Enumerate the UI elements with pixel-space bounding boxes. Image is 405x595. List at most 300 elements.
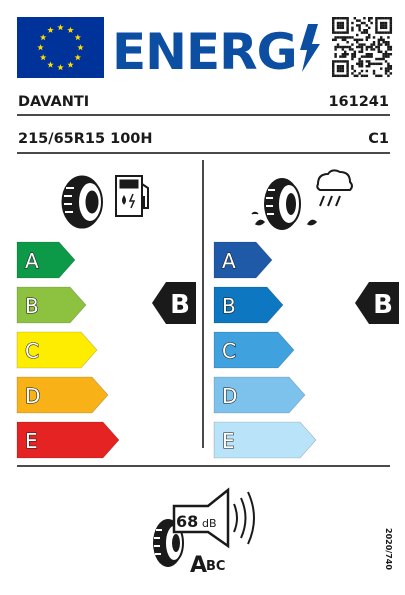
wet-class-letter: D [222, 384, 238, 408]
qr-module [366, 60, 368, 62]
qr-module [368, 17, 370, 19]
qr-module [387, 67, 389, 69]
qr-module [368, 65, 370, 67]
qr-module [346, 53, 348, 55]
qr-module [356, 63, 358, 65]
qr-module [358, 58, 360, 60]
qr-module [334, 53, 336, 55]
qr-module [342, 60, 344, 62]
qr-module [337, 17, 339, 19]
fuel-class-letter: A [25, 249, 39, 273]
qr-module [378, 39, 380, 41]
qr-module [361, 39, 363, 41]
qr-module [375, 17, 377, 19]
qr-module [346, 24, 348, 26]
qr-module [332, 70, 334, 72]
qr-module [390, 48, 392, 50]
qr-module [332, 17, 334, 19]
qr-module [380, 22, 382, 24]
qr-module [334, 48, 336, 50]
qr-module [368, 19, 370, 21]
qr-module [390, 17, 392, 19]
lightning-bolt-icon [300, 24, 320, 72]
qr-module [373, 43, 375, 45]
qr-module [385, 22, 387, 24]
qr-module [339, 17, 341, 19]
qr-module [385, 43, 387, 45]
tyre-class: C1 [368, 131, 389, 147]
qr-module [358, 60, 360, 62]
qr-module [380, 17, 382, 19]
qr-module [354, 55, 356, 57]
qr-module [339, 55, 341, 57]
qr-module [373, 70, 375, 72]
qr-module [332, 31, 334, 33]
qr-module [382, 41, 384, 43]
qr-module [356, 41, 358, 43]
qr-module [387, 63, 389, 65]
qr-module [361, 60, 363, 62]
type-identifier: 161241 [328, 94, 389, 110]
qr-module [337, 60, 339, 62]
qr-module [346, 67, 348, 69]
qr-module [382, 55, 384, 57]
qr-module [366, 39, 368, 41]
qr-module [366, 53, 368, 55]
qr-module [351, 27, 353, 29]
qr-module [370, 55, 372, 57]
qr-module [337, 46, 339, 48]
qr-module [332, 60, 334, 62]
qr-module [366, 29, 368, 31]
tyre-fuel-pump-icon [60, 166, 160, 240]
qr-module [358, 29, 360, 31]
qr-module [354, 75, 356, 77]
qr-module [375, 75, 377, 77]
eu-star-icon [47, 27, 53, 33]
qr-module [366, 48, 368, 50]
qr-module [385, 24, 387, 26]
eu-flag-icon [17, 17, 104, 78]
qr-module [361, 48, 363, 50]
wet-class-c-arrow [214, 332, 294, 368]
qr-module [351, 48, 353, 50]
qr-module [387, 65, 389, 67]
qr-module [356, 24, 358, 26]
qr-module [351, 22, 353, 24]
qr-module [380, 67, 382, 69]
qr-module [334, 46, 336, 48]
qr-module [337, 70, 339, 72]
qr-module [375, 24, 377, 26]
qr-module [380, 43, 382, 45]
qr-module [339, 22, 341, 24]
qr-module [358, 19, 360, 21]
qr-module [378, 51, 380, 53]
qr-module [366, 31, 368, 33]
qr-module [378, 41, 380, 43]
qr-module [342, 46, 344, 48]
wet-class-letter: C [222, 339, 236, 363]
qr-module [361, 55, 363, 57]
qr-module [363, 43, 365, 45]
eu-star-icon [47, 61, 53, 67]
qr-module [342, 22, 344, 24]
qr-module [361, 43, 363, 45]
qr-module [385, 70, 387, 72]
qr-module [344, 46, 346, 48]
qr-module [387, 48, 389, 50]
qr-module [358, 63, 360, 65]
qr-module [375, 27, 377, 29]
qr-module [339, 65, 341, 67]
qr-module [370, 46, 372, 48]
qr-module [342, 75, 344, 77]
qr-module [349, 46, 351, 48]
qr-module [387, 17, 389, 19]
qr-module [337, 24, 339, 26]
qr-module [351, 53, 353, 55]
qr-module [378, 17, 380, 19]
qr-module [390, 72, 392, 74]
qr-module [344, 75, 346, 77]
qr-module [361, 22, 363, 24]
qr-module [370, 43, 372, 45]
qr-module [346, 27, 348, 29]
qr-module [387, 55, 389, 57]
qr-module [358, 39, 360, 41]
qr-module [390, 24, 392, 26]
qr-module [346, 65, 348, 67]
qr-module [363, 22, 365, 24]
qr-module [370, 17, 372, 19]
qr-module [375, 31, 377, 33]
regulation-text: 2020/740 [384, 528, 393, 570]
qr-module [351, 43, 353, 45]
divider [17, 114, 390, 116]
qr-module [378, 46, 380, 48]
wet-class-d-arrow [214, 377, 305, 413]
qr-module [380, 63, 382, 65]
qr-module [344, 39, 346, 41]
tyre-speaker-icon [148, 488, 268, 582]
qr-module [342, 55, 344, 57]
fuel-efficiency-rating: B [170, 290, 190, 320]
qr-module [356, 19, 358, 21]
eu-star-icon [77, 44, 83, 50]
noise-class-main: A [190, 553, 208, 578]
qr-module [337, 31, 339, 33]
fuel-class-b-arrow [17, 287, 86, 323]
qr-module [332, 24, 334, 26]
qr-module [332, 67, 334, 69]
qr-module [380, 51, 382, 53]
qr-module [363, 75, 365, 77]
eu-star-icon [40, 34, 46, 40]
eu-star-icon [40, 54, 46, 60]
qr-module [339, 70, 341, 72]
qr-module [351, 58, 353, 60]
qr-module [382, 53, 384, 55]
fuel-class-letter: D [25, 384, 41, 408]
qr-module [380, 31, 382, 33]
qr-module [368, 55, 370, 57]
energy-word: ENERG [112, 23, 297, 81]
qr-module [363, 55, 365, 57]
qr-module [358, 46, 360, 48]
fuel-class-e-arrow [17, 422, 119, 458]
qr-module [334, 75, 336, 77]
qr-module [378, 63, 380, 65]
qr-code-icon [332, 17, 392, 77]
qr-module [337, 67, 339, 69]
qr-module [382, 31, 384, 33]
qr-module [368, 53, 370, 55]
qr-module [378, 48, 380, 50]
qr-module [354, 17, 356, 19]
qr-module [361, 63, 363, 65]
qr-module [346, 72, 348, 74]
qr-module [346, 70, 348, 72]
qr-module [356, 34, 358, 36]
qr-module [356, 75, 358, 77]
column-divider [202, 160, 204, 448]
qr-module [342, 48, 344, 50]
qr-module [387, 75, 389, 77]
qr-module [344, 51, 346, 53]
qr-module [368, 34, 370, 36]
qr-module [380, 27, 382, 29]
qr-module [358, 51, 360, 53]
qr-module [351, 72, 353, 74]
qr-module [337, 65, 339, 67]
wet-grip-rating-badge [355, 282, 399, 324]
qr-module [387, 41, 389, 43]
fuel-class-letter: B [25, 294, 39, 318]
wet-class-letter: B [222, 294, 236, 318]
qr-module [346, 29, 348, 31]
qr-module [387, 36, 389, 38]
qr-module [380, 58, 382, 60]
qr-module [390, 46, 392, 48]
qr-module [380, 36, 382, 38]
qr-module [346, 17, 348, 19]
qr-module [346, 36, 348, 38]
qr-module [334, 31, 336, 33]
qr-module [373, 72, 375, 74]
qr-module [356, 39, 358, 41]
qr-module [385, 27, 387, 29]
qr-module [337, 43, 339, 45]
qr-module [339, 27, 341, 29]
qr-module [380, 24, 382, 26]
qr-module [346, 19, 348, 21]
wet-class-letter: A [222, 249, 236, 273]
eu-star-icon [67, 61, 73, 67]
qr-module [334, 55, 336, 57]
qr-module [358, 43, 360, 45]
divider [17, 465, 390, 467]
qr-module [332, 63, 334, 65]
qr-module [361, 51, 363, 53]
qr-module [370, 22, 372, 24]
qr-module [337, 36, 339, 38]
qr-module [358, 27, 360, 29]
qr-module [368, 60, 370, 62]
qr-module [354, 53, 356, 55]
qr-module [342, 65, 344, 67]
qr-module [382, 27, 384, 29]
qr-module [375, 58, 377, 60]
qr-module [385, 60, 387, 62]
qr-module [366, 55, 368, 57]
qr-module [346, 31, 348, 33]
regulation-number [376, 528, 393, 576]
qr-module [339, 46, 341, 48]
qr-module [366, 36, 368, 38]
qr-module [332, 39, 334, 41]
qr-module [337, 22, 339, 24]
qr-module [390, 53, 392, 55]
qr-module [339, 75, 341, 77]
qr-module [349, 36, 351, 38]
wet-grip-rating: B [373, 290, 393, 320]
noise-unit: dB [202, 517, 217, 530]
qr-module [346, 22, 348, 24]
wet-class-a-arrow [214, 242, 272, 278]
qr-module [378, 75, 380, 77]
qr-module [356, 46, 358, 48]
eu-star-icon [57, 24, 63, 30]
qr-module [390, 67, 392, 69]
qr-module [387, 53, 389, 55]
qr-module [344, 55, 346, 57]
qr-module [385, 53, 387, 55]
qr-module [332, 22, 334, 24]
qr-module [337, 27, 339, 29]
qr-module [390, 29, 392, 31]
qr-module [332, 75, 334, 77]
qr-module [361, 70, 363, 72]
qr-module [332, 19, 334, 21]
qr-module [363, 17, 365, 19]
wet-class-b-arrow [214, 287, 283, 323]
qr-module [366, 75, 368, 77]
qr-module [344, 31, 346, 33]
qr-module [344, 60, 346, 62]
qr-module [346, 75, 348, 77]
qr-module [390, 31, 392, 33]
qr-module [351, 29, 353, 31]
qr-module [344, 17, 346, 19]
qr-module [346, 63, 348, 65]
qr-module [380, 39, 382, 41]
qr-module [366, 46, 368, 48]
fuel-class-c-arrow [17, 332, 97, 368]
qr-module [385, 51, 387, 53]
qr-module [387, 70, 389, 72]
qr-module [382, 24, 384, 26]
divider [17, 152, 390, 154]
qr-module [342, 39, 344, 41]
qr-module [385, 31, 387, 33]
qr-module [342, 67, 344, 69]
qr-module [390, 19, 392, 21]
qr-module [358, 72, 360, 74]
qr-module [375, 19, 377, 21]
qr-module [368, 27, 370, 29]
qr-module [385, 72, 387, 74]
qr-module [339, 24, 341, 26]
qr-module [375, 46, 377, 48]
qr-module [382, 39, 384, 41]
qr-module [361, 46, 363, 48]
qr-module [351, 65, 353, 67]
qr-module [382, 22, 384, 24]
noise-class-rest: BC [206, 559, 226, 574]
qr-module [351, 36, 353, 38]
qr-module [370, 63, 372, 65]
qr-module [332, 72, 334, 74]
qr-module [354, 39, 356, 41]
qr-module [373, 41, 375, 43]
qr-module [339, 36, 341, 38]
qr-module [375, 63, 377, 65]
qr-module [368, 36, 370, 38]
supplier-name: DAVANTI [18, 94, 90, 110]
qr-module [334, 17, 336, 19]
qr-module [342, 24, 344, 26]
eu-star-icon [37, 44, 43, 50]
qr-module [349, 48, 351, 50]
qr-module [361, 65, 363, 67]
qr-module [375, 22, 377, 24]
qr-module [342, 27, 344, 29]
qr-module [370, 53, 372, 55]
eu-star-icon [75, 54, 81, 60]
qr-module [339, 67, 341, 69]
qr-module [387, 43, 389, 45]
fuel-class-a-arrow [17, 242, 75, 278]
qr-module [334, 39, 336, 41]
qr-module [385, 67, 387, 69]
wet-class-e-arrow [214, 422, 316, 458]
qr-module [346, 60, 348, 62]
qr-module [373, 36, 375, 38]
qr-module [378, 58, 380, 60]
qr-module [366, 65, 368, 67]
qr-module [334, 60, 336, 62]
qr-module [358, 65, 360, 67]
qr-module [361, 75, 363, 77]
eu-star-icon [57, 64, 63, 70]
qr-module [390, 27, 392, 29]
qr-module [382, 17, 384, 19]
qr-module [332, 65, 334, 67]
qr-module [342, 31, 344, 33]
qr-module [378, 43, 380, 45]
fuel-class-d-arrow [17, 377, 108, 413]
qr-module [361, 31, 363, 33]
qr-module [387, 46, 389, 48]
qr-module [354, 51, 356, 53]
eu-star-icon [75, 34, 81, 40]
qr-module [375, 29, 377, 31]
qr-module [363, 31, 365, 33]
qr-module [351, 55, 353, 57]
qr-module [339, 60, 341, 62]
qr-module [337, 75, 339, 77]
